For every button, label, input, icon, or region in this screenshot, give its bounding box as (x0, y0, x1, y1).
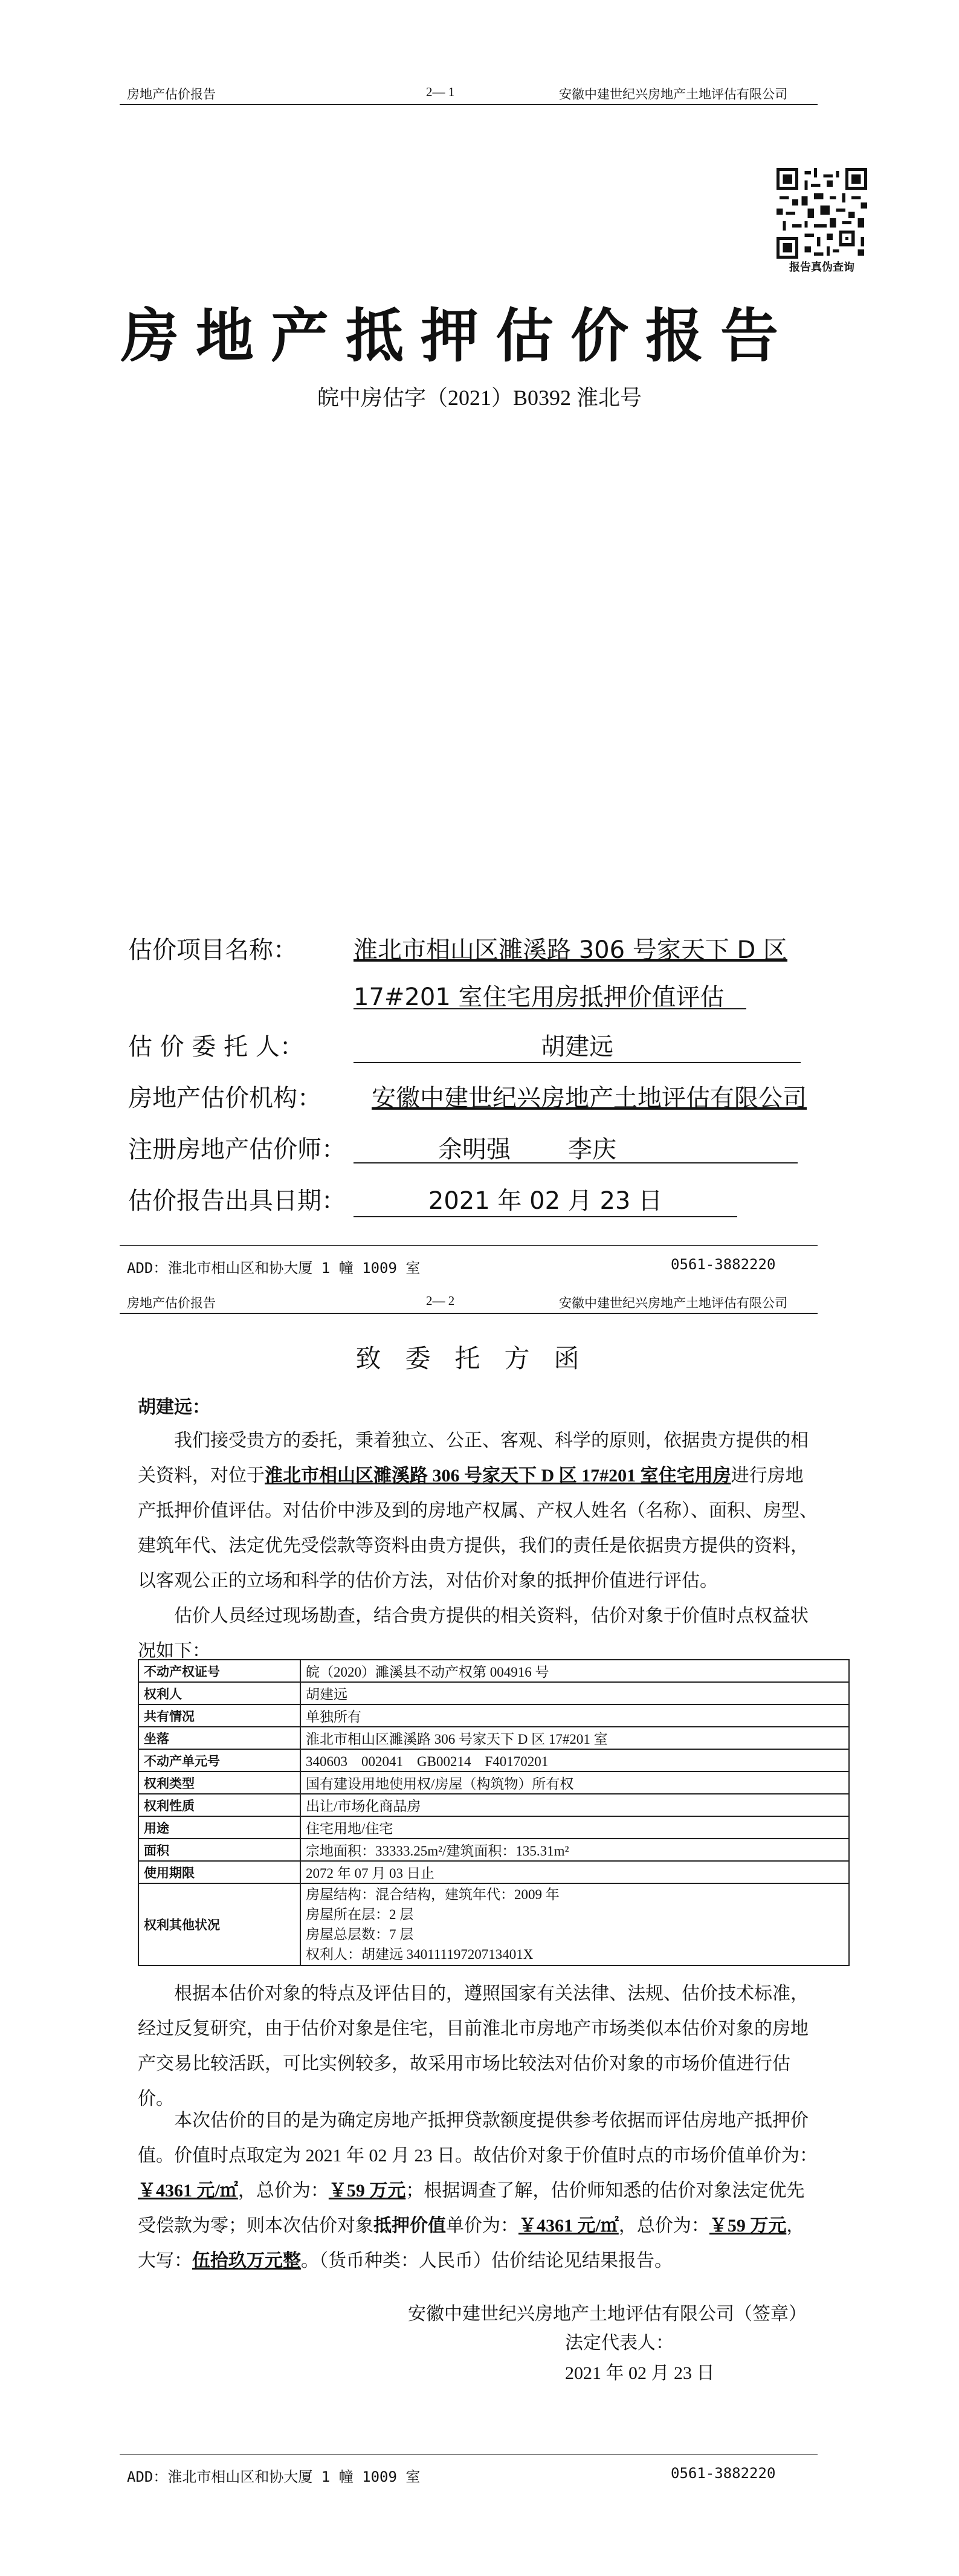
unit-price: ￥4361 元/㎡ (138, 2181, 238, 2201)
table-value (300, 1883, 849, 1966)
paragraph-4-text-f: ，大写： (138, 2216, 805, 2271)
mortgage-unit-price: ￥4361 元/㎡ (518, 2216, 619, 2236)
header-left: 房地产估价报告 (127, 87, 216, 102)
header-right: 安徽中建世纪兴房地产土地评估有限公司 (559, 1296, 787, 1310)
table-value: 单独所有 (300, 1704, 849, 1727)
paragraph-4-text-g: 。（货币种类：人民币）估价结论见结果报告。 (301, 2251, 673, 2271)
table-key: 权利性质 (138, 1794, 300, 1816)
table-row (138, 1772, 849, 1794)
paragraph-1-text-c: 进行房地产抵押价值评估。对估价中涉及到的房地产权属、产权人姓名（名称）、面积、房型、建筑年代、法定优先受偿款等资料由贵方提供，我们的责任是依据贵方提供的资料，以客观公正的立场和科学的估价方法，对估价对象的抵押价值进行评估。 (138, 1466, 818, 1591)
appraiser-2: 李庆 (568, 1136, 616, 1163)
header-divider (120, 104, 818, 105)
table-value: 出让/市场化商品房 (300, 1794, 849, 1816)
paragraph-3: 根据本估价对象的特点及评估目的，遵照国家有关法律、法规、估价技术标准，经过反复研究，由于估价对象是住宅，目前淮北市房地产市场类似本估价对象的房地产交易比较活跃，可比实例较多，故采用市场比较法对估价对象的市场价值进行估价。 (138, 1984, 809, 2109)
table-row (138, 1727, 849, 1749)
header-left: 房地产估价报告 (127, 1296, 216, 1310)
report-title: 房地产抵押估价报告 (121, 302, 795, 370)
salutation: 胡建远： (138, 1397, 210, 1417)
paragraph-4-text-c: ；根据调查了解，估价师知悉的估价对象法定优先受偿款为零；则本次估价对象 (138, 2181, 805, 2236)
appraiser-1: 余明强 (438, 1136, 511, 1163)
table-key: 不动产单元号 (138, 1749, 300, 1772)
footer-address: ADD：淮北市相山区和协大厦 1 幢 1009 室 (127, 1260, 421, 1277)
project-name-label: 估价项目名称： (128, 936, 297, 964)
paragraph-1 (138, 1423, 818, 1599)
table-row (138, 1794, 849, 1816)
other-line: 房屋所在层：2 层 (306, 1907, 414, 1922)
rights-table-body (138, 1660, 849, 1883)
total-price: ￥59 万元 (328, 2181, 406, 2201)
company-signature: 安徽中建世纪兴房地产土地评估有限公司（签章） (408, 2304, 807, 2324)
property-address: 淮北市相山区濉溪路 306 号家天下 D 区 17#201 室住宅用房 (265, 1466, 731, 1486)
table-value: 胡建远 (300, 1682, 849, 1704)
table-value: 国有建设用地使用权/房屋（构筑物）所有权 (300, 1772, 849, 1794)
other-line: 权利人：胡建远 34011119720713401X (306, 1947, 534, 1962)
other-line: 房屋结构：混合结构，建筑年代：2009 年 (306, 1887, 560, 1902)
mortgage-value-label: 抵押价值 (373, 2216, 446, 2236)
table-key: 权利人 (138, 1682, 300, 1704)
report-date-value: 2021 年 02 月 23 日 (354, 1182, 737, 1217)
org-value: 安徽中建世纪兴房地产土地评估有限公司 (372, 1084, 807, 1112)
client-value: 胡建远 (354, 1027, 801, 1063)
table-value: 淮北市相山区濉溪路 306 号家天下 D 区 17#201 室 (300, 1727, 849, 1749)
report-number: 皖中房估字（2021）B0392 淮北号 (317, 386, 642, 410)
table-value: 宗地面积：33333.25m²/建筑面积：135.31m² (300, 1839, 849, 1861)
table-key: 坐落 (138, 1727, 300, 1749)
paragraph-4-text-a: 本次估价的目的是为确定房地产抵押贷款额度提供参考依据而评估房地产抵押价值。价值时点取定为 2021 年 02 月 23 日。故估价对象于价值时点的市场价值单价为： (138, 2111, 818, 2166)
signature-date: 2021 年 02 月 23 日 (565, 2363, 715, 2383)
footer-divider (120, 2454, 818, 2455)
report-date-label: 估价报告出具日期： (128, 1187, 346, 1215)
header-page-number: 2— 2 (426, 1293, 455, 1308)
paragraph-4-text-d: 单价为： (446, 2216, 518, 2236)
letter-title: 致委托方函 (355, 1345, 604, 1373)
table-row (138, 1682, 849, 1704)
table-row (138, 1660, 849, 1682)
footer-address: ADD：淮北市相山区和协大厦 1 幢 1009 室 (127, 2468, 421, 2485)
table-key: 不动产权证号 (138, 1660, 300, 1682)
paragraph-2: 估价人员经过现场勘查，结合贵方提供的相关资料，估价对象于价值时点权益状况如下： (138, 1606, 809, 1661)
table-key: 用途 (138, 1816, 300, 1839)
table-row (138, 1704, 849, 1727)
project-name-underline (354, 1008, 746, 1009)
legal-representative: 法定代表人： (565, 2333, 674, 2353)
total-price-uppercase: 伍拾玖万元整 (192, 2251, 301, 2271)
table-key: 面积 (138, 1839, 300, 1861)
table-value: 住宅用地/住宅 (300, 1816, 849, 1839)
table-row (138, 1861, 849, 1883)
footer-divider (120, 1245, 818, 1246)
project-name-value-line2: 17#201 室住宅用房抵押价值评估 (354, 983, 725, 1011)
qr-code-icon[interactable] (777, 168, 867, 259)
footer-phone: 0561-3882220 (671, 1256, 776, 1273)
table-key: 权利类型 (138, 1772, 300, 1794)
table-row (138, 1816, 849, 1839)
header-divider (120, 1313, 818, 1314)
table-key: 使用期限 (138, 1861, 300, 1883)
paragraph-4-text-e: ，总价为： (618, 2216, 709, 2236)
rights-table (138, 1659, 850, 1966)
project-name-value-line1: 淮北市相山区濉溪路 306 号家天下 D 区 (354, 936, 788, 964)
header-page-number: 2— 1 (426, 85, 455, 99)
table-value: 2072 年 07 月 03 日止 (300, 1861, 849, 1883)
table-row (138, 1839, 849, 1861)
appraiser-label: 注册房地产估价师： (128, 1136, 346, 1163)
paragraph-4 (138, 2103, 818, 2279)
table-value: 皖（2020）濉溪县不动产权第 004916 号 (300, 1660, 849, 1682)
table-row (138, 1749, 849, 1772)
qr-code-label: 报告真伪查询 (789, 261, 854, 273)
mortgage-total-price: ￥59 万元 (709, 2216, 787, 2236)
paragraph-4-text-b: ，总价为： (237, 2181, 329, 2201)
other-line: 房屋总层数：7 层 (306, 1927, 414, 1942)
client-label: 估 价 委 托 人： (128, 1033, 304, 1061)
footer-phone: 0561-3882220 (671, 2465, 776, 2482)
header-right: 安徽中建世纪兴房地产土地评估有限公司 (559, 87, 787, 102)
org-label: 房地产估价机构： (128, 1084, 321, 1112)
table-row (138, 1883, 849, 1966)
table-key: 权利其他状况 (138, 1883, 300, 1966)
table-value: 340603 002041 GB00214 F40170201 (300, 1749, 849, 1772)
table-key: 共有情况 (138, 1704, 300, 1727)
paragraph-1-text-a: 我们接受贵方的委托，秉着独立、公正、客观、科学的原则，依据贵方提供的相关资料，对位于 (138, 1431, 809, 1486)
